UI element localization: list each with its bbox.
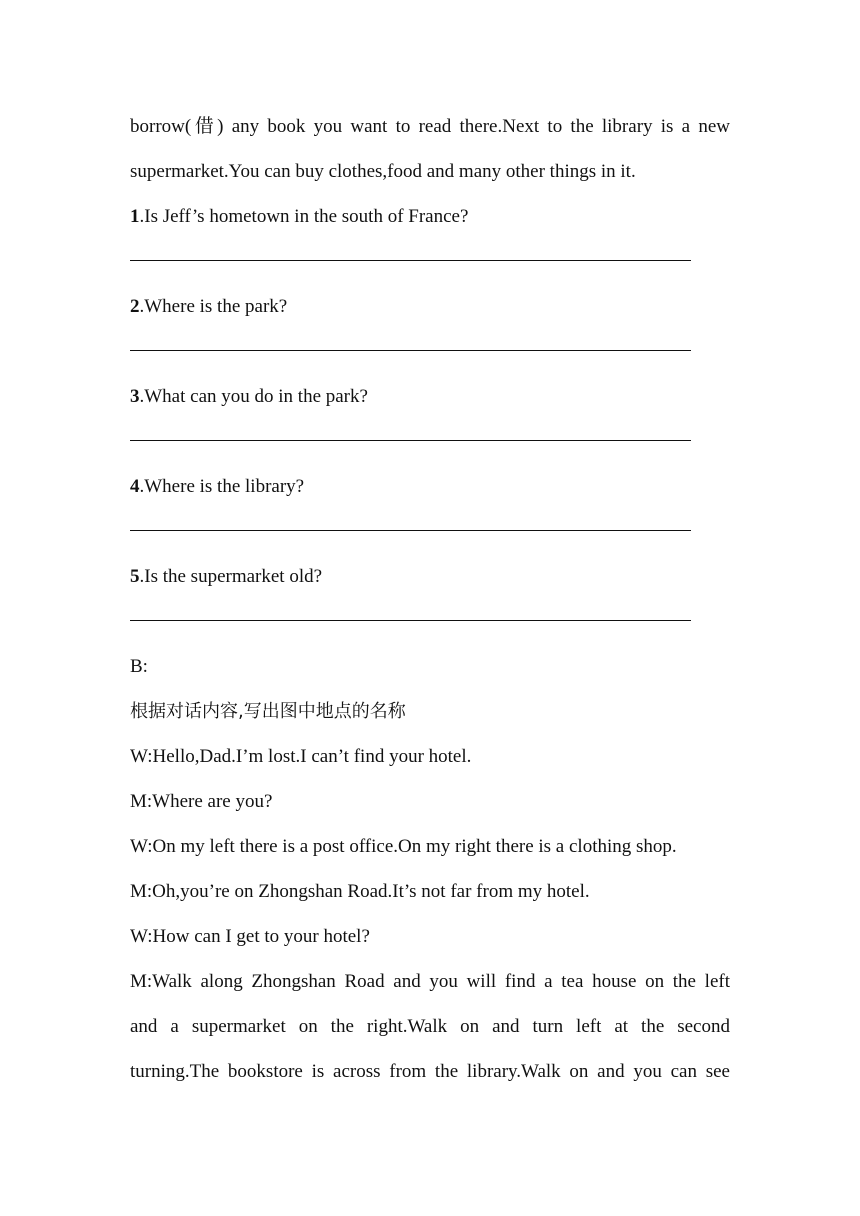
question-3: [130, 374, 730, 419]
question-2: [130, 284, 730, 329]
document-page: [130, 104, 730, 1094]
question-text: .Where is the park?: [139, 296, 288, 317]
question-text: .Is the supermarket old?: [139, 566, 323, 587]
question-4: [130, 464, 730, 509]
question-5: [130, 554, 730, 599]
answer-line-4[interactable]: [130, 509, 730, 554]
question-text: .Where is the library?: [139, 476, 305, 497]
dialogue-line: M:Where are you?: [130, 791, 273, 812]
dialogue-line: turning.The bookstore is across from the library.Walk on and you can see: [130, 1061, 730, 1082]
question-number: 5: [130, 566, 140, 587]
question-number: 4: [130, 476, 140, 497]
answer-line-1[interactable]: [130, 239, 730, 284]
section-b-label: B:: [130, 656, 148, 677]
dialogue-line: W:How can I get to your hotel?: [130, 926, 370, 947]
question-number: 2: [130, 296, 140, 317]
answer-line-3[interactable]: [130, 419, 730, 464]
question-number: 1: [130, 206, 140, 227]
passage-line: borrow(借) any book you want to read there.Next to the library is a new: [130, 116, 730, 137]
section-b-instruction: 根据对话内容,写出图中地点的名称: [130, 701, 406, 722]
answer-line-5[interactable]: [130, 599, 730, 644]
dialogue-line: M:Oh,you’re on Zhongshan Road.It’s not far from my hotel.: [130, 881, 590, 902]
question-1: [130, 194, 730, 239]
question-text: .What can you do in the park?: [139, 386, 368, 407]
answer-line-2[interactable]: [130, 329, 730, 374]
question-text: .Is Jeff’s hometown in the south of France?: [139, 206, 469, 227]
passage-line: supermarket.You can buy clothes,food and many other things in it.: [130, 161, 636, 182]
dialogue-line: W:On my left there is a post office.On my right there is a clothing shop.: [130, 836, 677, 857]
dialogue-line: M:Walk along Zhongshan Road and you will find a tea house on the left: [130, 971, 730, 992]
dialogue-line: and a supermarket on the right.Walk on and turn left at the second: [130, 1016, 730, 1037]
dialogue-line: W:Hello,Dad.I’m lost.I can’t find your hotel.: [130, 746, 472, 767]
question-number: 3: [130, 386, 140, 407]
